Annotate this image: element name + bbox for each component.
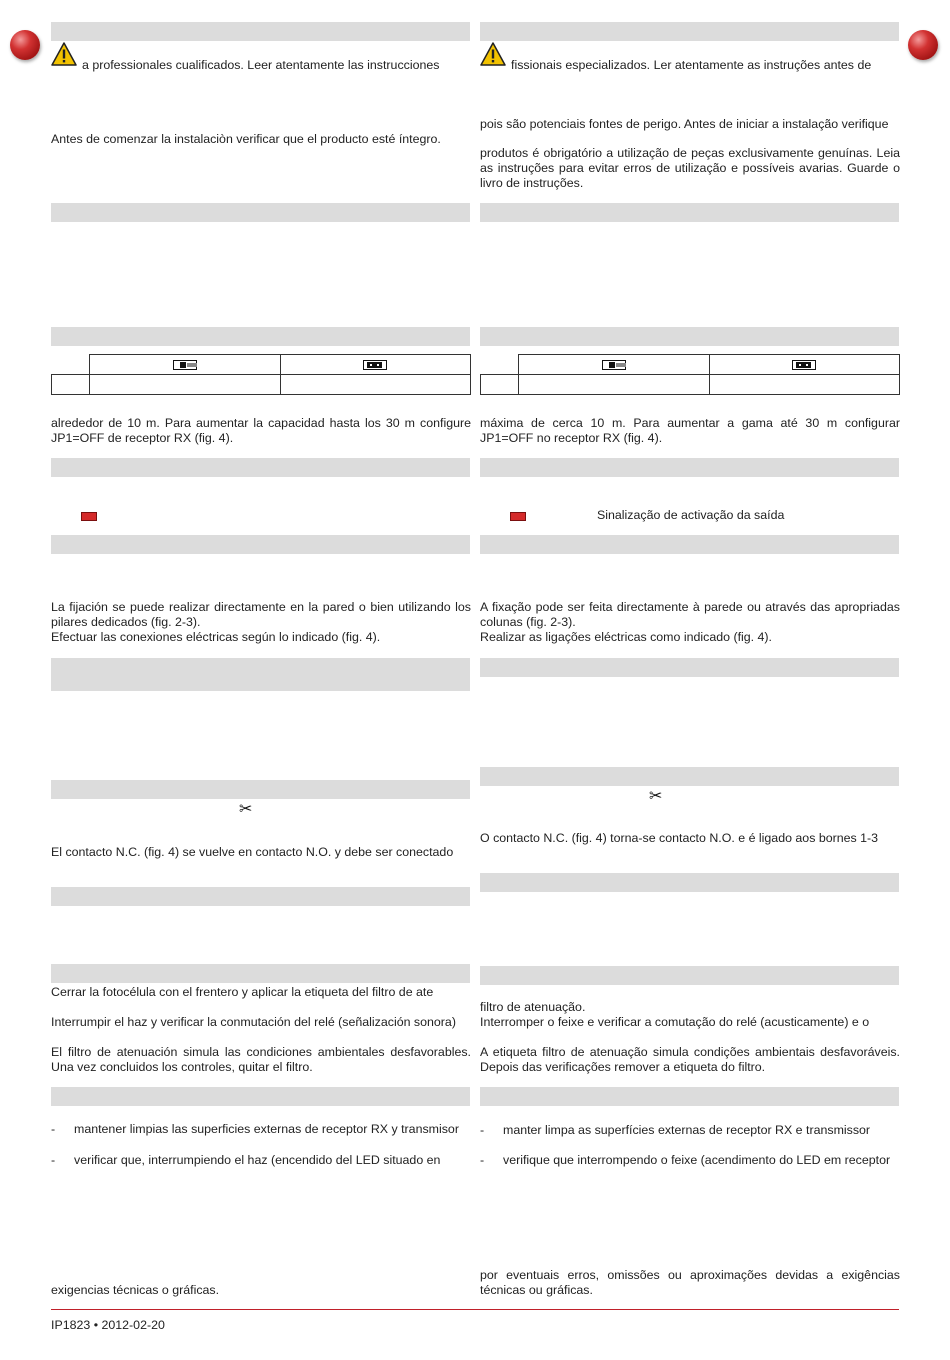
- section-bar-left-description: [51, 203, 470, 222]
- left-test-text-1: Cerrar la fotocélula con el frentero y aplicar la etiqueta del filtro de ate: [51, 985, 434, 999]
- section-bar-left-alignment: [51, 887, 470, 906]
- section-bar-right-alignment: [480, 873, 899, 892]
- section-bar-left-safety: [51, 22, 470, 41]
- left-maint-dash-1: -: [51, 1122, 56, 1136]
- right-maint-dash-2: -: [480, 1153, 485, 1167]
- section-bar-left-signals: [51, 458, 470, 477]
- footer-doc-code: IP1823 • 2012-02-20: [51, 1318, 165, 1332]
- left-fixing-text-1: La fijación se puede realizar directamente en la pared o bien utilizando los pilares dedicados (fig. 2-3).: [51, 600, 471, 629]
- scissors-icon: ✂: [239, 799, 253, 818]
- section-bar-right-technical-data: [480, 327, 899, 346]
- left-fixing-text-2: Efectuar las conexiones eléctricas según lo indicado (fig. 4).: [51, 630, 381, 644]
- right-range-text: máxima de cerca 10 m. Para aumentar a gama até 30 m configurar JP1=OFF no receptor RX (fig. 4).: [480, 416, 900, 445]
- jumper-off-icon: [173, 360, 197, 370]
- red-led-icon-left: [81, 512, 97, 521]
- left-disclaimer: exigencias técnicas o gráficas.: [51, 1283, 220, 1297]
- section-bar-right-test: [480, 966, 899, 985]
- left-maint-item-1: mantener limpias las superficies externas de receptor RX y transmisor: [74, 1122, 459, 1136]
- red-ball-icon-left: [10, 30, 40, 60]
- left-contact-text: El contacto N.C. (fig. 4) se vuelve en contacto N.O. y debe ser conectado: [51, 845, 454, 859]
- left-warning-text: a professionales cualificados. Leer atentamente las instrucciones: [82, 58, 440, 72]
- right-fixing-text-2: Realizar as ligações eléctricas como indicado (fig. 4).: [480, 630, 772, 644]
- section-bar-right-installation: [480, 535, 899, 554]
- right-maint-item-2: verifique que interrompendo o feixe (acendimento do LED em receptor: [503, 1153, 891, 1167]
- right-test-text-2: Interromper o feixe e verificar a comutação do relé (acusticamente) e o: [480, 1015, 870, 1029]
- red-led-icon-right: [510, 512, 526, 521]
- right-maint-dash-1: -: [480, 1123, 485, 1137]
- section-bar-right-maintenance: [480, 1087, 899, 1106]
- footer-divider: [51, 1309, 899, 1310]
- jumper-on-icon: [363, 360, 387, 370]
- section-bar-left-technical-data: [51, 327, 470, 346]
- jumper-on-cell: [280, 355, 471, 375]
- jumper-off-icon: [602, 360, 626, 370]
- left-test-text-2: Interrumpir el haz y verificar la conmutación del relé (señalización sonora): [51, 1015, 456, 1029]
- left-maint-dash-2: -: [51, 1153, 56, 1167]
- section-bar-right-connections: [480, 658, 899, 677]
- right-contact-text: O contacto N.C. (fig. 4) torna-se contacto N.O. e é ligado aos bornes 1-3: [480, 831, 879, 845]
- right-maint-item-1: manter limpa as superfícies externas de receptor RX e transmissor: [503, 1123, 871, 1137]
- warning-triangle-icon: [51, 42, 77, 66]
- section-bar-left-test: [51, 964, 470, 983]
- section-bar-left-installation: [51, 535, 470, 554]
- right-jumper-table: [480, 354, 900, 395]
- right-led-label: Sinalização de activação da saída: [597, 508, 785, 522]
- jumper-on-cell: [709, 355, 900, 375]
- section-bar-right-description: [480, 203, 899, 222]
- right-test-text-1: filtro de atenuação.: [480, 1000, 586, 1014]
- right-integrity-text: pois são potenciais fontes de perigo. Antes de iniciar a instalação verifique: [480, 117, 889, 131]
- jumper-off-cell: [518, 355, 709, 375]
- section-bar-left-connections: [51, 658, 470, 691]
- left-range-text: alrededor de 10 m. Para aumentar la capacidad hasta los 30 m configure JP1=OFF de receptor RX (fig. 4).: [51, 416, 471, 445]
- right-warning-text: fissionais especializados. Ler atentamente as instruções antes de: [511, 58, 872, 72]
- jumper-on-icon: [792, 360, 816, 370]
- section-bar-right-signals: [480, 458, 899, 477]
- red-ball-icon-right: [908, 30, 938, 60]
- section-bar-right-safety: [480, 22, 899, 41]
- right-disclaimer: por eventuais erros, omissões ou aproximações devidas a exigências técnicas ou gráficas.: [480, 1268, 900, 1297]
- left-maint-item-2: verificar que, interrumpiendo el haz (encendido del LED situado en: [74, 1153, 441, 1167]
- section-bar-left-contact: [51, 780, 470, 799]
- scissors-icon: ✂: [649, 786, 663, 805]
- jumper-off-cell: [89, 355, 280, 375]
- right-test-text-3: A etiqueta filtro de atenuação simula condições ambientais desfavoráveis. Depois das verificações remover a etiqueta do filtro.: [480, 1045, 900, 1074]
- warning-triangle-icon: [480, 42, 506, 66]
- right-parts-text: produtos é obrigatório a utilização de peças exclusivamente genuínas. Leia as instruções para evitar erros de utilização e possíveis avarias. Guarde o livro de instruções.: [480, 146, 900, 190]
- section-bar-right-contact: [480, 767, 899, 786]
- section-bar-left-maintenance: [51, 1087, 470, 1106]
- left-jumper-table: [51, 354, 471, 395]
- right-fixing-text-1: A fixação pode ser feita directamente à parede ou através das apropriadas colunas (fig. 2-3).: [480, 600, 900, 629]
- left-test-text-3: El filtro de atenuación simula las condiciones ambientales desfavorables. Una vez concluidos los controles, quitar el filtro.: [51, 1045, 471, 1074]
- left-integrity-text: Antes de comenzar la instalaciòn verificar que el producto esté íntegro.: [51, 132, 441, 146]
